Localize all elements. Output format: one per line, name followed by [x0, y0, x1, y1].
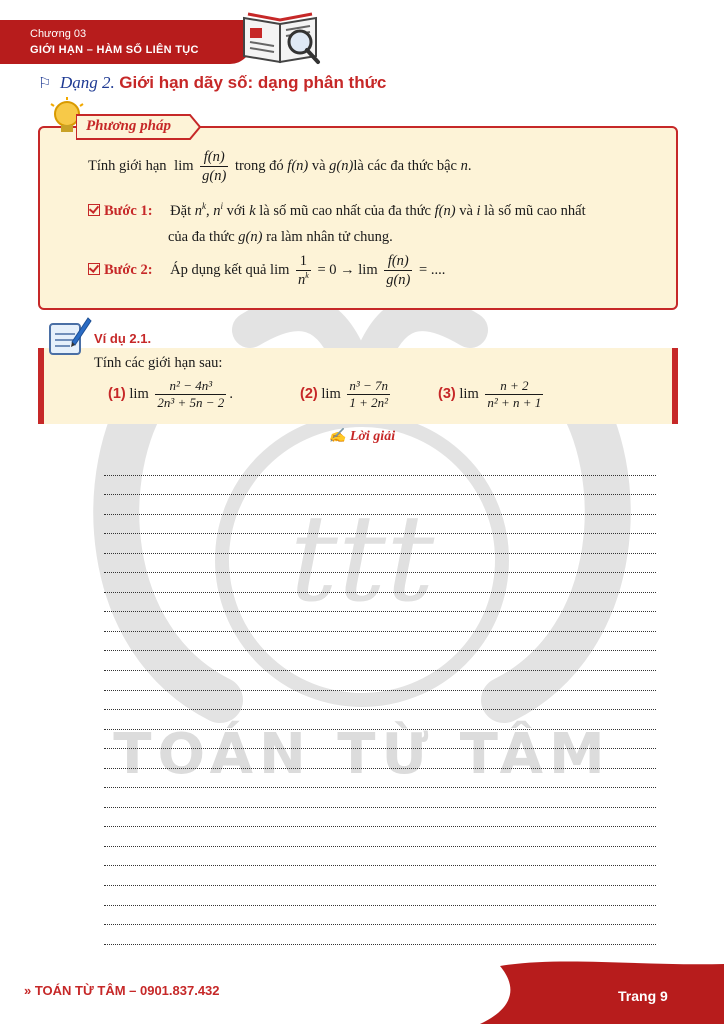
problem-1: (1) lim $\frac{\text{n² − 4n³}}{\text{2n³ + 5n − 2}}$ .	[108, 378, 233, 411]
answer-line[interactable]	[104, 788, 656, 808]
answer-line[interactable]	[104, 651, 656, 671]
problem-number: (2)	[300, 386, 318, 403]
page-number: Trang 9	[618, 988, 668, 1004]
checkbox-icon	[88, 263, 100, 275]
chapter-header	[0, 20, 252, 64]
answer-line[interactable]	[104, 808, 656, 828]
step-1: Bước 1: Đặt $n^k$, $n^i$ với k là số mũ cao nhất của đa thức f(n) và i là số mũ cao nhất	[88, 201, 586, 220]
step-1-label: Bước 1:	[104, 202, 153, 219]
section-title: Giới hạn dãy số: dạng phân thức	[119, 73, 387, 92]
answer-line[interactable]	[104, 476, 656, 496]
answer-line[interactable]	[104, 495, 656, 515]
footer-band	[0, 930, 724, 1024]
section-heading	[38, 72, 386, 93]
answer-line[interactable]	[104, 671, 656, 691]
answer-line[interactable]	[104, 691, 656, 711]
answer-line[interactable]	[104, 906, 656, 926]
problem-3: (3) lim $\frac{n + 2}{\text{n² + n + 1}}$	[438, 378, 542, 411]
watermark-monogram: ttt	[289, 490, 435, 629]
flag-icon: ⚐	[38, 76, 52, 92]
watermark-text: TOÁN TỪ TÂM	[113, 722, 611, 787]
step-1-continued: của đa thức g(n) ra làm nhân tử chung.	[168, 229, 393, 245]
method-intro: Tính giới hạn lim $\frac{f(n)}{g(n)}$ trong đó f(n) và g(n)là các đa thức bậc n.	[88, 149, 472, 185]
notepad-pen-icon	[42, 312, 92, 358]
answer-line[interactable]	[104, 827, 656, 847]
answer-line[interactable]	[104, 554, 656, 574]
problem-number: (1)	[108, 386, 126, 403]
problem-number: (3)	[438, 386, 456, 403]
answer-line[interactable]	[104, 769, 656, 789]
answer-line[interactable]	[104, 573, 656, 593]
pencil-icon: ✍	[328, 429, 347, 444]
solution-label: ✍ Lời giải	[328, 429, 396, 444]
dang-label: Dạng 2.	[59, 73, 115, 92]
answer-line[interactable]	[104, 456, 656, 476]
answer-line[interactable]	[104, 730, 656, 750]
answer-lines	[104, 456, 656, 945]
answer-line[interactable]	[104, 710, 656, 730]
book-magnifier-icon	[238, 8, 324, 66]
checkbox-icon	[88, 204, 100, 216]
answer-line[interactable]	[104, 534, 656, 554]
step-2: Bước 2: Áp dụng kết quả lim $\frac{1}{n^k}$ = 0 → lim $\frac{f(n)}{g(n)}$ = ....	[88, 252, 445, 289]
answer-line[interactable]	[104, 612, 656, 632]
answer-line[interactable]	[104, 515, 656, 535]
answer-line[interactable]	[104, 632, 656, 652]
example-label: Ví dụ 2.1.	[94, 331, 152, 346]
chapter-title: GIỚI HẠN – HÀM SỐ LIÊN TỤC	[30, 44, 199, 56]
answer-line[interactable]	[104, 866, 656, 886]
method-label: Phương pháp	[86, 118, 171, 134]
answer-line[interactable]	[104, 886, 656, 906]
step-2-label: Bước 2:	[104, 261, 153, 278]
answer-line[interactable]	[104, 593, 656, 613]
method-tab	[76, 114, 202, 140]
answer-line[interactable]	[104, 847, 656, 867]
chapter-label: Chương 03	[30, 28, 87, 40]
answer-line[interactable]	[104, 749, 656, 769]
problem-2: (2) lim $\frac{\text{n³ − 7n}}{\text{1 + 2n²}}$	[300, 378, 389, 411]
footer-contact: » TOÁN TỪ TÂM – 0901.837.432	[24, 983, 220, 998]
example-intro: Tính các giới hạn sau:	[94, 355, 223, 371]
